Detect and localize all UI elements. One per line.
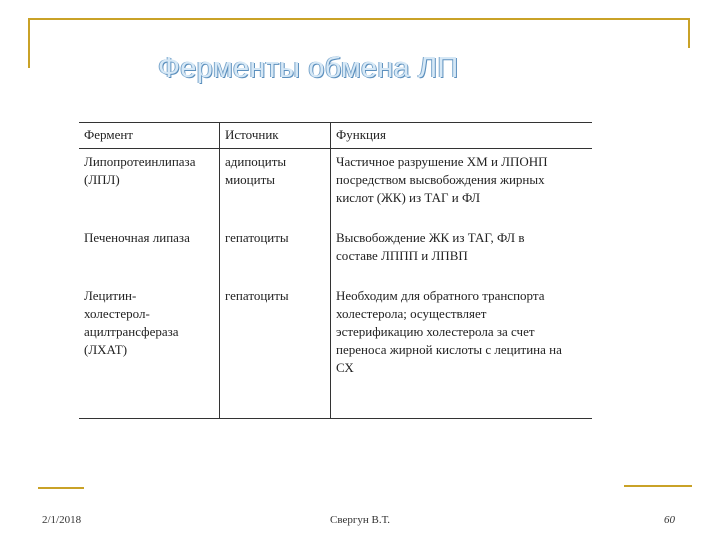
function-cell: Высвобождение ЖК из ТАГ, ФЛ в составе ЛППП и ЛПВП bbox=[331, 224, 593, 282]
header-source: Источник bbox=[220, 123, 331, 149]
table-row bbox=[79, 149, 592, 225]
frame-left-line bbox=[28, 18, 30, 68]
table-header-row bbox=[79, 123, 592, 149]
enzyme-cell: Печеночная липаза bbox=[84, 230, 190, 245]
page-number: 60 bbox=[664, 514, 675, 526]
enzyme-cell: Лецитин- холестерол- ацилтрансфераза (ЛХАТ) bbox=[79, 282, 220, 419]
table-row bbox=[79, 282, 592, 419]
footer-line-right bbox=[624, 485, 692, 487]
footer-author: Свергун В.Т. bbox=[330, 514, 390, 526]
frame-top-line bbox=[28, 18, 690, 20]
source-cell: адипоциты миоциты bbox=[220, 149, 331, 225]
function-cell: Необходим для обратного транспорта холестерола; осуществляет эстерификацию холестерола за счет переноса жирной кислоты с лецитина на СХ bbox=[331, 282, 593, 419]
header-function: Функция bbox=[331, 123, 593, 149]
footer-line-left bbox=[38, 487, 84, 489]
source-cell: гепатоциты bbox=[220, 224, 331, 282]
header-enzyme: Фермент bbox=[79, 123, 220, 149]
table-row bbox=[79, 224, 592, 282]
enzyme-cell: Липопротеинлипаза (ЛПЛ) bbox=[84, 154, 196, 187]
enzyme-table bbox=[79, 122, 592, 419]
footer-date: 2/1/2018 bbox=[42, 514, 82, 526]
slide-title: Ферменты обмена ЛП bbox=[158, 52, 459, 84]
source-cell: гепатоциты bbox=[220, 282, 331, 419]
frame-right-line bbox=[688, 18, 690, 48]
function-cell: Частичное разрушение ХМ и ЛПОНП посредством высвобождения жирных кислот (ЖК) из ТАГ и ФЛ bbox=[331, 149, 593, 225]
